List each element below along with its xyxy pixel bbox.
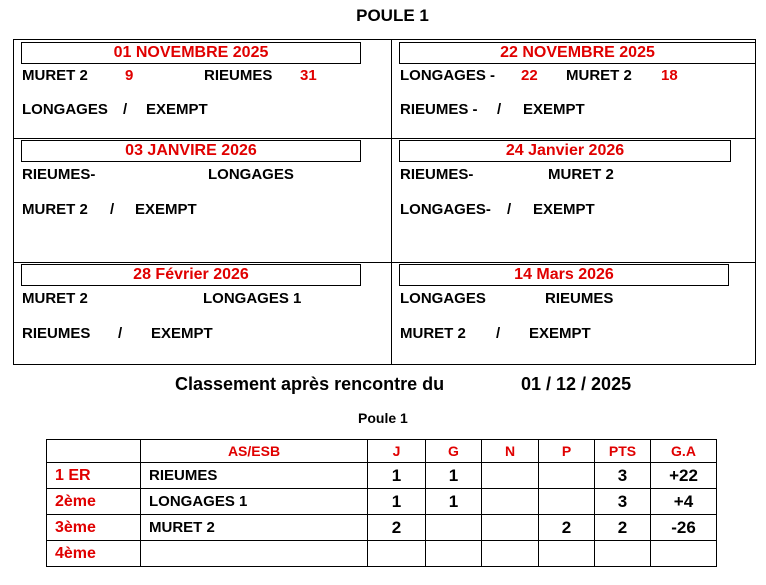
separator: / xyxy=(110,201,115,218)
goal-average-cell: +22 xyxy=(651,463,717,489)
rank-cell: 2ème xyxy=(47,489,141,515)
team-cell: RIEUMES xyxy=(141,463,368,489)
lost-cell xyxy=(539,541,595,567)
team-name: MURET 2 xyxy=(566,67,632,84)
score: 9 xyxy=(125,67,134,84)
draw-cell xyxy=(482,463,539,489)
team-name: MURET 2 xyxy=(22,201,88,218)
points-cell xyxy=(595,541,651,567)
separator: / xyxy=(507,201,512,218)
team-name: LONGAGES xyxy=(22,101,108,118)
team-name: RIEUMES xyxy=(22,325,91,342)
team-name: LONGAGES xyxy=(208,166,294,183)
won-cell: 1 xyxy=(426,489,482,515)
column-header: J xyxy=(368,440,426,463)
table-row xyxy=(47,541,717,567)
points-cell: 3 xyxy=(595,489,651,515)
team-name: RIEUMES- xyxy=(400,166,474,183)
goal-average-cell: +4 xyxy=(651,489,717,515)
won-cell: 1 xyxy=(426,463,482,489)
column-header: PTS xyxy=(595,440,651,463)
rank-cell: 1 ER xyxy=(47,463,141,489)
schedule-grid xyxy=(13,39,756,365)
score: 22 xyxy=(521,67,538,84)
column-header: N xyxy=(482,440,539,463)
table-row xyxy=(47,515,717,541)
team-name: MURET 2 xyxy=(548,166,614,183)
exempt-label: EXEMPT xyxy=(146,101,208,118)
standings-title: Classement après rencontre du xyxy=(175,374,445,394)
exempt-label: EXEMPT xyxy=(529,325,591,342)
played-cell: 2 xyxy=(368,515,426,541)
grid-divider xyxy=(13,138,756,139)
separator: / xyxy=(123,101,128,118)
team-name: RIEUMES- xyxy=(22,166,96,183)
table-header-row xyxy=(47,440,717,463)
team-name: MURET 2 xyxy=(22,290,88,307)
round-date: 01 NOVEMBRE 2025 xyxy=(21,42,361,64)
standings-table xyxy=(46,439,717,567)
round-date: 22 NOVEMBRE 2025 xyxy=(399,42,756,64)
won-cell xyxy=(426,541,482,567)
rank-cell: 4ème xyxy=(47,541,141,567)
exempt-label: EXEMPT xyxy=(135,201,197,218)
team-cell: LONGAGES 1 xyxy=(141,489,368,515)
rank-cell: 3ème xyxy=(47,515,141,541)
column-header: G.A xyxy=(651,440,717,463)
standings-pool: Poule 1 xyxy=(358,410,408,426)
grid-divider xyxy=(391,39,392,365)
played-cell: 1 xyxy=(368,463,426,489)
draw-cell xyxy=(482,541,539,567)
column-header: AS/ESB xyxy=(141,440,368,463)
draw-cell xyxy=(482,515,539,541)
separator: / xyxy=(118,325,123,342)
lost-cell: 2 xyxy=(539,515,595,541)
team-name: RIEUMES - xyxy=(400,101,478,118)
played-cell xyxy=(368,541,426,567)
round-date: 14 Mars 2026 xyxy=(399,264,729,286)
score: 31 xyxy=(300,67,317,84)
standings-date: 01 / 12 / 2025 xyxy=(521,374,632,394)
round-date: 03 JANVIRE 2026 xyxy=(21,140,361,162)
team-cell xyxy=(141,541,368,567)
team-name: LONGAGES xyxy=(400,290,486,307)
played-cell: 1 xyxy=(368,489,426,515)
points-cell: 2 xyxy=(595,515,651,541)
column-header xyxy=(47,440,141,463)
won-cell xyxy=(426,515,482,541)
goal-average-cell: -26 xyxy=(651,515,717,541)
goal-average-cell xyxy=(651,541,717,567)
team-name: LONGAGES- xyxy=(400,201,491,218)
team-cell: MURET 2 xyxy=(141,515,368,541)
team-name: RIEUMES xyxy=(545,290,614,307)
draw-cell xyxy=(482,489,539,515)
round-date: 28 Février 2026 xyxy=(21,264,361,286)
separator: / xyxy=(496,325,501,342)
grid-divider xyxy=(13,262,756,263)
table-row xyxy=(47,489,717,515)
column-header: P xyxy=(539,440,595,463)
team-name: MURET 2 xyxy=(22,67,88,84)
team-name: MURET 2 xyxy=(400,325,466,342)
table-row xyxy=(47,463,717,489)
team-name: RIEUMES xyxy=(204,67,273,84)
page-title: POULE 1 xyxy=(356,6,429,25)
lost-cell xyxy=(539,463,595,489)
exempt-label: EXEMPT xyxy=(523,101,585,118)
team-name: LONGAGES 1 xyxy=(203,290,302,307)
score: 18 xyxy=(661,67,678,84)
round-date: 24 Janvier 2026 xyxy=(399,140,731,162)
points-cell: 3 xyxy=(595,463,651,489)
separator: / xyxy=(497,101,502,118)
team-name: LONGAGES - xyxy=(400,67,496,84)
column-header: G xyxy=(426,440,482,463)
lost-cell xyxy=(539,489,595,515)
exempt-label: EXEMPT xyxy=(151,325,213,342)
exempt-label: EXEMPT xyxy=(533,201,595,218)
